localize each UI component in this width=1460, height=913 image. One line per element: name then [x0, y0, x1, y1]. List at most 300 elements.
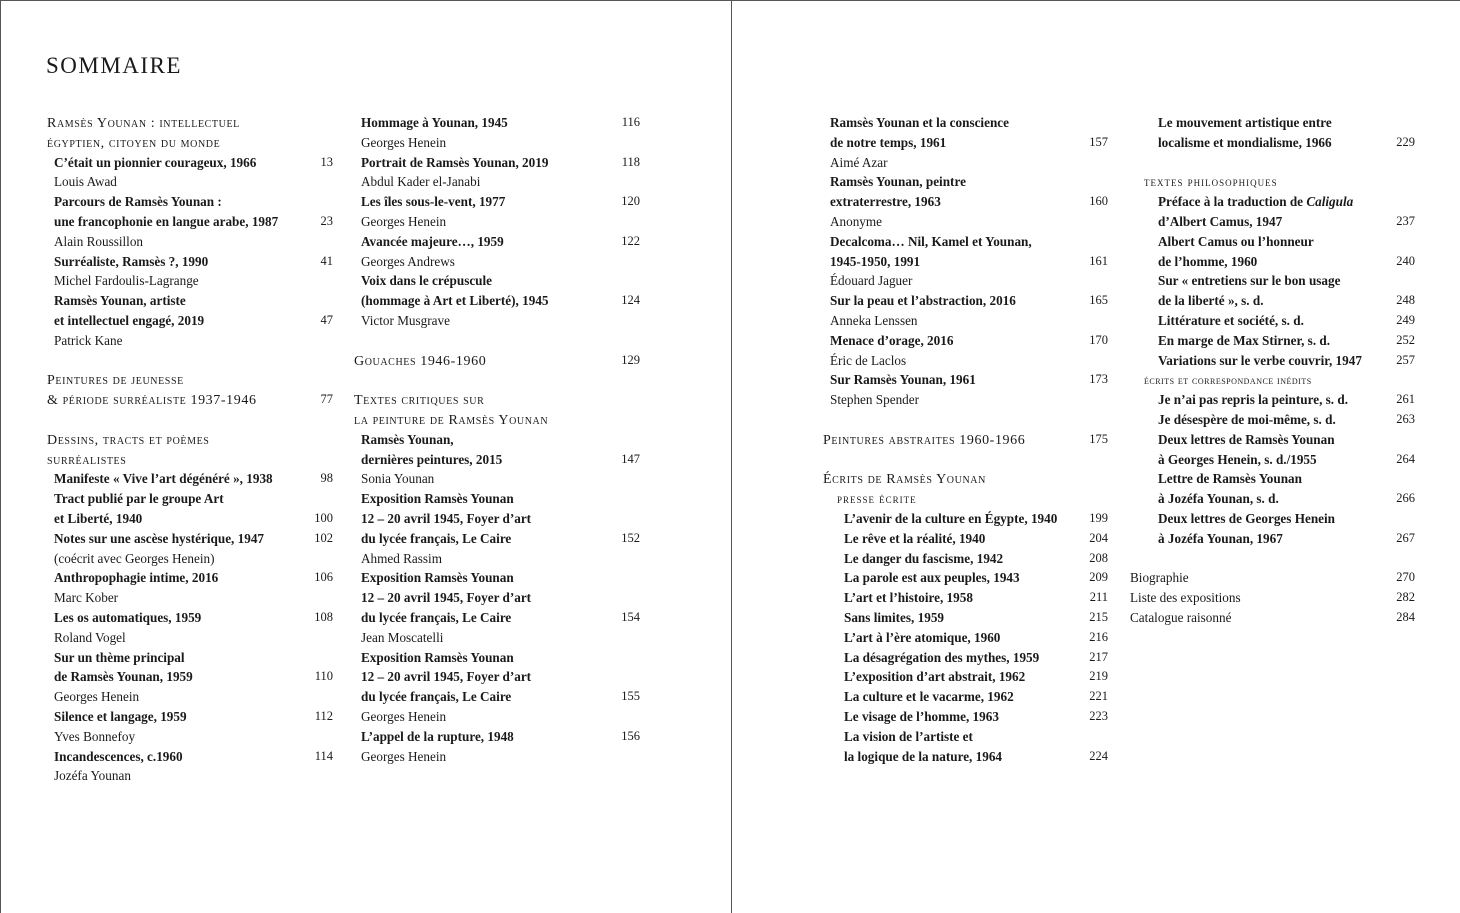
toc-page-number: 266	[1396, 491, 1415, 506]
toc-entry-title	[354, 271, 640, 291]
toc-entry-author	[354, 172, 640, 192]
toc-entry-author-text: Georges Henein	[54, 689, 140, 705]
toc-entry-title-text: L’exposition d’art abstrait, 1962	[844, 669, 1026, 685]
toc-entry-author-text: Anonyme	[830, 213, 883, 229]
toc-entry-author	[47, 172, 333, 192]
toc-entry-title-text: Hommage à Younan, 1945	[361, 115, 508, 130]
toc-entry-author-text: Jean Moscatelli	[361, 629, 444, 645]
toc-page-number: 112	[314, 708, 333, 723]
toc-entry-author	[354, 747, 640, 767]
toc-entry-author	[823, 153, 1108, 173]
toc-entry-title	[354, 450, 640, 470]
toc-entry-title-text: et Liberté, 1940	[54, 510, 143, 526]
toc-page-number: 41	[320, 253, 333, 268]
toc-entry-title	[354, 529, 640, 549]
toc-page-number: 47	[320, 312, 333, 327]
toc-entry-title	[354, 232, 640, 252]
toc-section-heading	[47, 133, 333, 153]
toc-column-2	[354, 113, 640, 766]
toc-entry-title	[823, 707, 1108, 727]
toc-entry-author	[47, 687, 333, 707]
toc-subsection-heading	[823, 489, 1108, 509]
toc-entry-title-text: Avancée majeure…, 1959	[361, 233, 504, 249]
toc-entry-title-text: Exposition Ramsès Younan	[361, 570, 514, 586]
toc-entry-author	[823, 390, 1108, 410]
toc-entry-title	[1130, 271, 1415, 291]
toc-entry-title-text: Deux lettres de Ramsès Younan	[1158, 431, 1335, 447]
toc-section-heading	[47, 450, 333, 470]
toc-page-number: 263	[1396, 411, 1415, 426]
toc-page-number: 13	[320, 154, 333, 169]
toc-page-number: 240	[1396, 253, 1415, 268]
toc-page-number: 208	[1089, 550, 1108, 565]
toc-page-number: 261	[1396, 392, 1415, 407]
toc-entry-title	[823, 252, 1108, 272]
toc-entry-title-text: En marge de Max Stirner, s. d.	[1158, 332, 1331, 348]
toc-page-number: 248	[1396, 293, 1415, 308]
toc-entry-title-text: La parole est aux peuples, 1943	[844, 570, 1020, 586]
toc-entry-author	[47, 232, 333, 252]
toc-entry-title	[823, 648, 1108, 668]
toc-page-number: 175	[1089, 431, 1108, 446]
toc-entry-title	[354, 667, 640, 687]
toc-entry-title	[47, 311, 333, 331]
toc-page-number: 284	[1396, 609, 1415, 624]
toc-entry-title	[354, 489, 640, 509]
toc-entry-title-text: Portrait de Ramsès Younan, 2019	[361, 154, 549, 170]
toc-entry-title-text: d’Albert Camus, 1947	[1158, 213, 1283, 229]
toc-section-heading	[47, 113, 333, 133]
toc-entry-title	[1130, 568, 1415, 588]
toc-entry-author-text: Édouard Jaguer	[830, 273, 913, 289]
toc-entry-author-text: Ahmed Rassim	[361, 550, 442, 566]
toc-entry-title-text: la logique de la nature, 1964	[844, 748, 1003, 764]
toc-page-number: 147	[621, 451, 640, 466]
toc-entry-title	[823, 727, 1108, 747]
toc-page-number: 224	[1089, 748, 1108, 763]
toc-section-heading-text: surréalistes	[47, 452, 127, 468]
toc-page-number: 108	[314, 609, 333, 624]
toc-entry-title	[354, 430, 640, 450]
toc-page-number: 209	[1089, 570, 1108, 585]
toc-page-number: 249	[1396, 312, 1415, 327]
toc-entry-title	[354, 727, 640, 747]
toc-entry-title	[823, 370, 1108, 390]
toc-entry-title-text: Silence et langage, 1959	[54, 708, 187, 724]
toc-entry-title-text: (hommage à Art et Liberté), 1945	[361, 293, 549, 309]
toc-entry-author-text: Jozéfa Younan	[54, 768, 131, 784]
toc-entry-author	[354, 133, 640, 153]
toc-entry-title	[1130, 469, 1415, 489]
toc-entry-title	[823, 192, 1108, 212]
toc-entry-title	[823, 687, 1108, 707]
toc-entry-title	[823, 588, 1108, 608]
toc-spacer	[354, 331, 640, 351]
toc-entry-author-text: Michel Fardoulis-Lagrange	[54, 273, 199, 289]
toc-entry-title	[823, 568, 1108, 588]
toc-page-number: 120	[621, 194, 640, 209]
toc-entry-title-text: Le visage de l’homme, 1963	[844, 708, 999, 724]
toc-entry-title	[354, 509, 640, 529]
toc-page-number: 157	[1089, 134, 1108, 149]
toc-entry-title	[47, 568, 333, 588]
toc-entry-title-text: Deux lettres de Georges Henein	[1158, 510, 1336, 526]
toc-subsection-heading	[1130, 370, 1415, 390]
toc-entry-title	[1130, 608, 1415, 628]
toc-entry-author-text: Georges Henein	[361, 708, 447, 724]
toc-entry-title	[47, 667, 333, 687]
toc-entry-title	[823, 172, 1108, 192]
toc-page-number: 122	[621, 233, 640, 248]
toc-entry-title-text: Variations sur le verbe couvrir, 1947	[1158, 352, 1362, 368]
toc-page-number: 152	[621, 530, 640, 545]
toc-section-heading-text: la peinture de Ramsès Younan	[354, 412, 549, 428]
toc-page-number: 219	[1089, 669, 1108, 684]
toc-entry-title-text: Sur Ramsès Younan, 1961	[830, 372, 976, 388]
right-page	[731, 0, 1460, 913]
toc-page-number: 215	[1089, 609, 1108, 624]
toc-entry-title-text: Menace d’orage, 2016	[830, 332, 954, 348]
toc-entry-title	[47, 707, 333, 727]
toc-entry-title	[823, 509, 1108, 529]
toc-page-number: 116	[621, 115, 640, 129]
toc-page-number: 229	[1396, 134, 1415, 149]
toc-entry-note-text: (coécrit avec Georges Henein)	[54, 550, 215, 566]
toc-entry-author	[354, 469, 640, 489]
toc-entry-title-text: Ramsès Younan, artiste	[54, 293, 186, 309]
toc-entry-title-text: Les îles sous-le-vent, 1977	[361, 194, 506, 210]
toc-column-1	[47, 113, 333, 786]
toc-page-number: 129	[621, 352, 640, 367]
page-title: SOMMAIRE	[46, 53, 182, 78]
toc-entry-title	[47, 529, 333, 549]
toc-entry-author	[354, 311, 640, 331]
toc-page-number: 252	[1396, 332, 1415, 347]
toc-entry-title	[823, 628, 1108, 648]
toc-entry-title-text: dernières peintures, 2015	[361, 451, 503, 467]
toc-entry-title-text: extraterrestre, 1963	[830, 194, 941, 210]
toc-column-4	[1130, 113, 1415, 628]
toc-spacer	[47, 410, 333, 430]
toc-page-number: 267	[1396, 530, 1415, 545]
toc-entry-title-text: Notes sur une ascèse hystérique, 1947	[54, 530, 265, 546]
toc-entry-title-text: Sans limites, 1959	[844, 609, 945, 625]
toc-entry-author-text: Georges Henein	[361, 134, 447, 150]
toc-page-number: 217	[1089, 649, 1108, 664]
toc-entry-author	[354, 628, 640, 648]
toc-spacer	[1130, 549, 1415, 569]
toc-entry-title	[354, 192, 640, 212]
toc-entry-title	[47, 608, 333, 628]
toc-entry-title	[47, 212, 333, 232]
toc-entry-title	[354, 153, 640, 173]
toc-entry-title	[1130, 450, 1415, 470]
toc-page-number: 98	[320, 471, 333, 486]
toc-entry-title	[823, 232, 1108, 252]
toc-entry-title	[1130, 232, 1415, 252]
toc-entry-title	[47, 747, 333, 767]
toc-section-heading	[47, 390, 333, 410]
toc-page-number: 173	[1089, 372, 1108, 387]
toc-page-number: 106	[314, 570, 333, 585]
toc-entry-title	[354, 568, 640, 588]
toc-section-heading-text: Ramsès Younan : intellectuel	[47, 116, 240, 131]
toc-entry-title	[1130, 351, 1415, 371]
toc-entry-title-text: Le mouvement artistique entre	[1158, 115, 1332, 130]
toc-entry-author-text: Abdul Kader el-Janabi	[361, 174, 481, 190]
toc-entry-title-text: Voix dans le crépuscule	[361, 273, 493, 289]
toc-subsection-heading	[1130, 172, 1415, 192]
toc-page-number: 282	[1396, 590, 1415, 605]
toc-entry-title	[354, 648, 640, 668]
toc-entry-title-text: La désagrégation des mythes, 1959	[844, 649, 1040, 665]
toc-entry-title-text: à Jozéfa Younan, s. d.	[1158, 491, 1279, 507]
toc-entry-author	[47, 331, 333, 351]
toc-entry-title-text: et intellectuel engagé, 2019	[54, 312, 205, 328]
toc-section-heading	[354, 390, 640, 410]
toc-entry-author	[354, 252, 640, 272]
toc-entry-author	[47, 588, 333, 608]
toc-entry-author-text: Alain Roussillon	[54, 233, 144, 249]
toc-entry-author-text: Georges Henein	[361, 213, 447, 229]
toc-page-number: 100	[314, 510, 333, 525]
toc-page-number: 114	[314, 748, 333, 763]
toc-entry-note	[47, 549, 333, 569]
toc-entry-title-text: La vision de l’artiste et	[844, 728, 973, 744]
toc-entry-title	[1130, 331, 1415, 351]
toc-entry-title	[47, 291, 333, 311]
toc-entry-title	[47, 469, 333, 489]
toc-entry-title-text: 12 – 20 avril 1945, Foyer d’art	[361, 669, 532, 685]
toc-entry-title-text: Le danger du fascisme, 1942	[844, 550, 1004, 566]
toc-entry-title	[823, 291, 1108, 311]
toc-entry-author	[354, 707, 640, 727]
toc-entry-title-text: Préface à la traduction de Caligula	[1158, 194, 1354, 210]
toc-entry-title	[1130, 410, 1415, 430]
toc-entry-author	[47, 628, 333, 648]
toc-entry-title-text: de la liberté », s. d.	[1158, 293, 1264, 309]
toc-entry-title-text: Catalogue raisonné	[1130, 609, 1232, 625]
toc-page-number: 156	[621, 728, 640, 743]
toc-entry-title	[354, 608, 640, 628]
toc-entry-title	[1130, 529, 1415, 549]
toc-spacer	[1130, 153, 1415, 173]
toc-entry-author-text: Georges Andrews	[361, 253, 455, 269]
toc-entry-title-text: Manifeste « Vive l’art dégénéré », 1938	[54, 471, 273, 487]
toc-entry-author	[354, 549, 640, 569]
toc-entry-title	[47, 489, 333, 509]
toc-page-number: 102	[314, 530, 333, 545]
toc-section-heading	[354, 410, 640, 430]
toc-spacer	[47, 351, 333, 371]
toc-entry-title	[354, 687, 640, 707]
toc-entry-title	[823, 113, 1108, 133]
toc-entry-title-text: Incandescences, c.1960	[54, 748, 183, 764]
toc-page-number: 155	[621, 689, 640, 704]
toc-entry-title-text: Sur un thème principal	[54, 649, 185, 665]
toc-entry-title	[1130, 212, 1415, 232]
toc-entry-author-text: Louis Awad	[54, 174, 117, 190]
toc-page-number: 204	[1089, 530, 1108, 545]
toc-entry-author-text: Éric de Laclos	[830, 352, 907, 368]
toc-page-number: 160	[1089, 194, 1108, 209]
toc-page-number: 221	[1089, 689, 1108, 704]
toc-entry-title-text: Les os automatiques, 1959	[54, 609, 202, 625]
toc-entry-title	[1130, 252, 1415, 272]
toc-entry-title	[823, 608, 1108, 628]
toc-section-heading	[354, 351, 640, 371]
toc-section-heading	[823, 469, 1108, 489]
toc-section-heading	[823, 430, 1108, 450]
toc-entry-title-text: Ramsès Younan et la conscience	[830, 115, 1009, 130]
toc-entry-author-text: Victor Musgrave	[361, 312, 450, 328]
toc-section-heading-text: Peintures de jeunesse	[47, 373, 184, 389]
toc-entry-title-text: 12 – 20 avril 1945, Foyer d’art	[361, 590, 532, 606]
toc-page-number: 237	[1396, 213, 1415, 228]
toc-entry-author	[354, 212, 640, 232]
toc-entry-title-text: localisme et mondialisme, 1966	[1158, 134, 1332, 150]
toc-subsection-heading-text: textes philosophiques	[1144, 175, 1278, 190]
toc-entry-title-text: Liste des expositions	[1130, 590, 1241, 606]
toc-page-number: 170	[1089, 332, 1108, 347]
toc-section-heading-text: Gouaches 1946-1960	[354, 353, 487, 369]
toc-section-heading-text: & période surréaliste 1937-1946	[47, 393, 257, 409]
toc-page-number: 77	[320, 392, 333, 407]
toc-entry-title-text: Exposition Ramsès Younan	[361, 491, 514, 507]
toc-entry-title	[1130, 113, 1415, 133]
toc-entry-author-text: Marc Kober	[54, 590, 119, 606]
toc-spacer	[823, 450, 1108, 470]
toc-section-heading-text: égyptien, citoyen du monde	[47, 135, 221, 151]
toc-entry-title	[1130, 509, 1415, 529]
toc-entry-title	[823, 529, 1108, 549]
toc-entry-author-text: Patrick Kane	[54, 332, 123, 348]
toc-entry-author	[823, 311, 1108, 331]
toc-entry-title-text: Lettre de Ramsès Younan	[1158, 471, 1302, 487]
toc-entry-title-text: Sur « entretiens sur le bon usage	[1158, 273, 1341, 289]
toc-entry-title-text: Exposition Ramsès Younan	[361, 649, 514, 665]
toc-entry-title	[823, 667, 1108, 687]
toc-entry-title-text: Je désespère de moi-même, s. d.	[1158, 411, 1336, 427]
toc-entry-title-text: de notre temps, 1961	[830, 134, 947, 150]
toc-entry-title	[354, 113, 640, 133]
toc-entry-author	[47, 727, 333, 747]
toc-section-heading-text: Textes critiques sur	[354, 393, 485, 409]
toc-entry-title	[47, 192, 333, 212]
toc-entry-title-text: du lycée français, Le Caire	[361, 530, 512, 546]
toc-entry-title-text: à Georges Henein, s. d./1955	[1158, 451, 1317, 467]
toc-entry-title-text: 1945-1950, 1991	[830, 253, 921, 269]
toc-page-number: 161	[1089, 253, 1108, 268]
toc-entry-author-text: Sonia Younan	[361, 471, 435, 487]
toc-page-number: 270	[1396, 570, 1415, 585]
toc-entry-title-text: Tract publié par le groupe Art	[54, 491, 224, 507]
toc-page-number: 257	[1396, 352, 1415, 367]
toc-entry-title-text: L’appel de la rupture, 1948	[361, 728, 514, 744]
toc-entry-title-text: 12 – 20 avril 1945, Foyer d’art	[361, 510, 532, 526]
toc-subsection-heading-text: presse écrite	[837, 492, 917, 507]
toc-entry-title-text: Ramsès Younan, peintre	[830, 174, 966, 190]
toc-entry-author-text: Aimé Azar	[830, 154, 888, 170]
toc-entry-title-text: L’avenir de la culture en Égypte, 1940	[844, 510, 1058, 526]
toc-page-number: 118	[621, 154, 640, 169]
toc-entry-title-text: Anthropophagie intime, 2016	[54, 570, 219, 586]
toc-entry-title-text: Le rêve et la réalité, 1940	[844, 530, 986, 546]
toc-entry-title-text: Decalcoma… Nil, Kamel et Younan,	[830, 233, 1032, 249]
toc-entry-title-text: C’était un pionnier courageux, 1966	[54, 154, 257, 170]
toc-entry-title-text: Littérature et société, s. d.	[1158, 312, 1304, 328]
toc-entry-title	[47, 509, 333, 529]
toc-entry-author-text: Georges Henein	[361, 748, 447, 764]
toc-entry-title	[47, 252, 333, 272]
toc-entry-author-text: Stephen Spender	[830, 392, 919, 408]
toc-entry-title	[1130, 588, 1415, 608]
toc-entry-title-text: Parcours de Ramsès Younan :	[54, 194, 222, 210]
toc-page-number: 23	[320, 213, 333, 228]
toc-spacer	[823, 410, 1108, 430]
toc-entry-title-text: Biographie	[1130, 570, 1189, 586]
toc-page-number: 223	[1089, 708, 1108, 723]
toc-entry-title	[823, 549, 1108, 569]
toc-entry-title-text: Surréaliste, Ramsès ?, 1990	[54, 253, 209, 269]
toc-entry-author	[823, 212, 1108, 232]
toc-entry-title	[1130, 311, 1415, 331]
toc-entry-title-text: L’art à l’ère atomique, 1960	[844, 629, 1001, 645]
toc-page-number: 165	[1089, 293, 1108, 308]
toc-entry-title-text: de l’homme, 1960	[1158, 253, 1258, 269]
toc-entry-title	[823, 133, 1108, 153]
toc-subsection-heading-text: écrits et correspondance inédits	[1144, 375, 1312, 388]
toc-section-heading	[47, 430, 333, 450]
toc-page-number: 124	[621, 293, 640, 308]
toc-section-heading-text: Écrits de Ramsès Younan	[823, 472, 986, 488]
toc-entry-title	[1130, 133, 1415, 153]
toc-entry-author-text: Roland Vogel	[54, 629, 126, 645]
toc-spacer	[354, 370, 640, 390]
toc-page-number: 264	[1396, 451, 1415, 466]
toc-entry-title	[47, 153, 333, 173]
toc-entry-title-text: La culture et le vacarme, 1962	[844, 689, 1014, 705]
toc-entry-title	[1130, 430, 1415, 450]
toc-entry-title	[1130, 192, 1415, 212]
toc-section-heading-text: Peintures abstraites 1960-1966	[823, 432, 1026, 448]
toc-page-number: 199	[1089, 510, 1108, 525]
toc-page-number: 154	[621, 609, 640, 624]
toc-entry-title-text: du lycée français, Le Caire	[361, 609, 512, 625]
toc-entry-title	[823, 747, 1108, 767]
toc-entry-title-text: Je n’ai pas repris la peinture, s. d.	[1158, 392, 1349, 408]
toc-entry-title-text: de Ramsès Younan, 1959	[54, 669, 193, 685]
toc-entry-title-text: L’art et l’histoire, 1958	[844, 590, 973, 606]
toc-entry-author	[47, 766, 333, 786]
toc-entry-author	[823, 351, 1108, 371]
toc-section-heading-text: Dessins, tracts et poèmes	[47, 432, 210, 448]
toc-entry-title	[823, 331, 1108, 351]
toc-entry-title	[1130, 291, 1415, 311]
toc-page-number: 110	[314, 669, 333, 684]
toc-entry-title-text: Albert Camus ou l’honneur	[1158, 233, 1314, 249]
toc-entry-title-text: du lycée français, Le Caire	[361, 689, 512, 705]
toc-page-number: 216	[1089, 629, 1108, 644]
toc-column-3	[823, 113, 1108, 766]
toc-entry-author-text: Yves Bonnefoy	[54, 728, 136, 744]
toc-entry-title	[354, 588, 640, 608]
toc-entry-title	[354, 291, 640, 311]
toc-page-number: 211	[1089, 590, 1108, 605]
toc-section-heading	[47, 370, 333, 390]
toc-entry-title-text: une francophonie en langue arabe, 1987	[54, 213, 279, 229]
toc-entry-author	[47, 271, 333, 291]
